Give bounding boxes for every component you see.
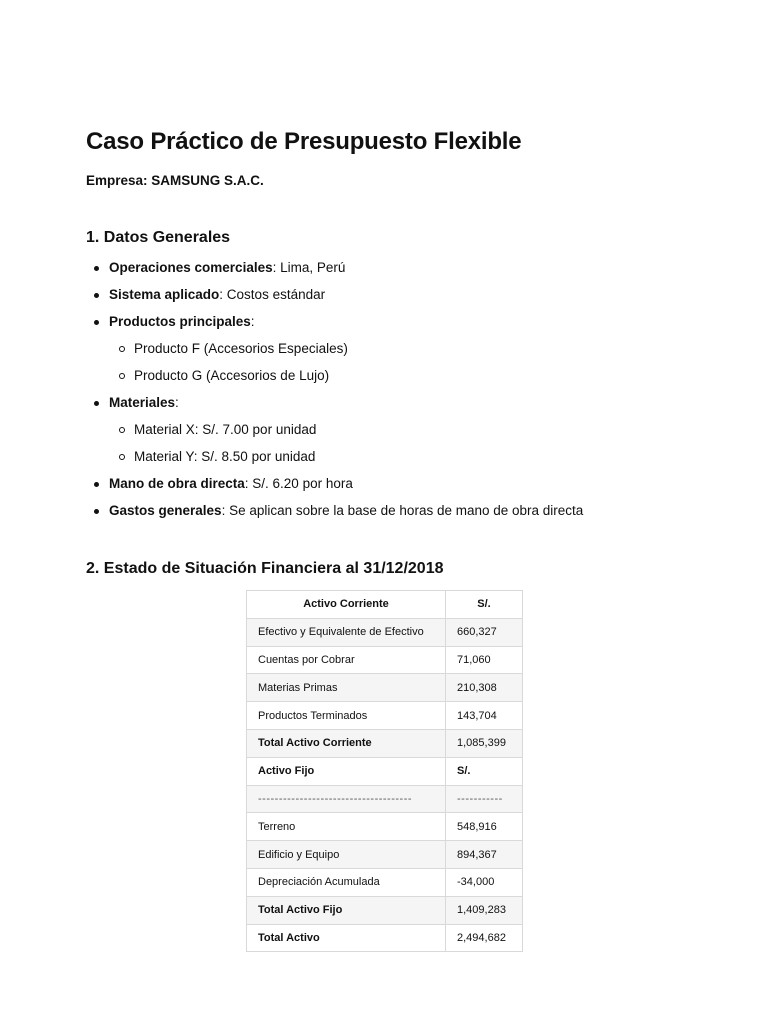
table-row-separator: [247, 785, 523, 813]
item-value: : Lima, Perú: [272, 260, 346, 275]
list-item: [86, 258, 583, 285]
table-row: [247, 813, 523, 841]
table-row: [247, 618, 523, 646]
table-header-cell: Activo Corriente: [247, 591, 446, 619]
table-cell-amount: 894,367: [446, 841, 523, 869]
item-label: Mano de obra directa: [109, 476, 245, 491]
item-label: Operaciones comerciales: [109, 260, 273, 275]
table-cell-concept: Depreciación Acumulada: [247, 868, 446, 896]
table-cell-amount: 2,494,682: [446, 924, 523, 952]
sub-list-item: Producto F (Accesorios Especiales): [86, 339, 583, 366]
sub-list-item: Material Y: S/. 8.50 por unidad: [86, 447, 583, 474]
document-title: Caso Práctico de Presupuesto Flexible: [86, 128, 522, 155]
table-cell-concept: -------------------------------------: [247, 785, 446, 813]
table-row-total: [247, 896, 523, 924]
item-label: Materiales: [109, 395, 176, 410]
item-label: Gastos generales: [109, 503, 222, 518]
table-row: [247, 646, 523, 674]
section-heading-datos-generales: 1. Datos Generales: [86, 229, 231, 246]
table-cell-concept: Materias Primas: [247, 674, 446, 702]
table-cell-amount: -34,000: [446, 868, 523, 896]
list-item: [86, 285, 583, 312]
table-cell-amount: 660,327: [446, 618, 523, 646]
table-cell-concept: Edificio y Equipo: [247, 841, 446, 869]
item-label: Productos principales: [109, 314, 251, 329]
table-cell-amount: 210,308: [446, 674, 523, 702]
table-header-cell: S/.: [446, 591, 523, 619]
balance-sheet-table: [246, 590, 523, 952]
list-item: [86, 501, 583, 528]
table-row: [247, 702, 523, 730]
table-cell-amount: 143,704: [446, 702, 523, 730]
table-row-total: [247, 924, 523, 952]
table-cell-amount: 548,916: [446, 813, 523, 841]
table-cell-amount: 1,409,283: [446, 896, 523, 924]
section-heading-estado-situacion: 2. Estado de Situación Financiera al 31/12/2018: [86, 560, 444, 577]
item-value: : Costos estándar: [219, 287, 326, 302]
table-cell-concept: Terreno: [247, 813, 446, 841]
table-row: [247, 674, 523, 702]
table-cell-amount: 71,060: [446, 646, 523, 674]
item-value: :: [175, 395, 179, 410]
table-cell-amount: -----------: [446, 785, 523, 813]
sub-list-item: Material X: S/. 7.00 por unidad: [86, 420, 583, 447]
table-cell-concept: Efectivo y Equivalente de Efectivo: [247, 618, 446, 646]
list-item: [86, 474, 583, 501]
item-value: : S/. 6.20 por hora: [244, 476, 353, 491]
table-row: [247, 841, 523, 869]
table-cell-concept: Total Activo Fijo: [247, 896, 446, 924]
general-data-list: [86, 258, 583, 528]
list-item: [86, 312, 583, 339]
table-row-subheader: [247, 757, 523, 785]
table-row-total: [247, 729, 523, 757]
table-cell-concept: Cuentas por Cobrar: [247, 646, 446, 674]
table-header-row: [247, 591, 523, 619]
table-cell-concept: Productos Terminados: [247, 702, 446, 730]
item-value: : Se aplican sobre la base de horas de mano de obra directa: [221, 503, 584, 518]
table-cell-concept: Total Activo Corriente: [247, 729, 446, 757]
table-cell-amount: S/.: [446, 757, 523, 785]
item-value: :: [250, 314, 255, 329]
company-name: Empresa: SAMSUNG S.A.C.: [86, 173, 264, 188]
table-cell-concept: Activo Fijo: [247, 757, 446, 785]
sub-list-item: Producto G (Accesorios de Lujo): [86, 366, 583, 393]
list-item: [86, 393, 583, 420]
item-label: Sistema aplicado: [109, 287, 220, 302]
table-cell-concept: Total Activo: [247, 924, 446, 952]
table-cell-amount: 1,085,399: [446, 729, 523, 757]
table-row: [247, 868, 523, 896]
